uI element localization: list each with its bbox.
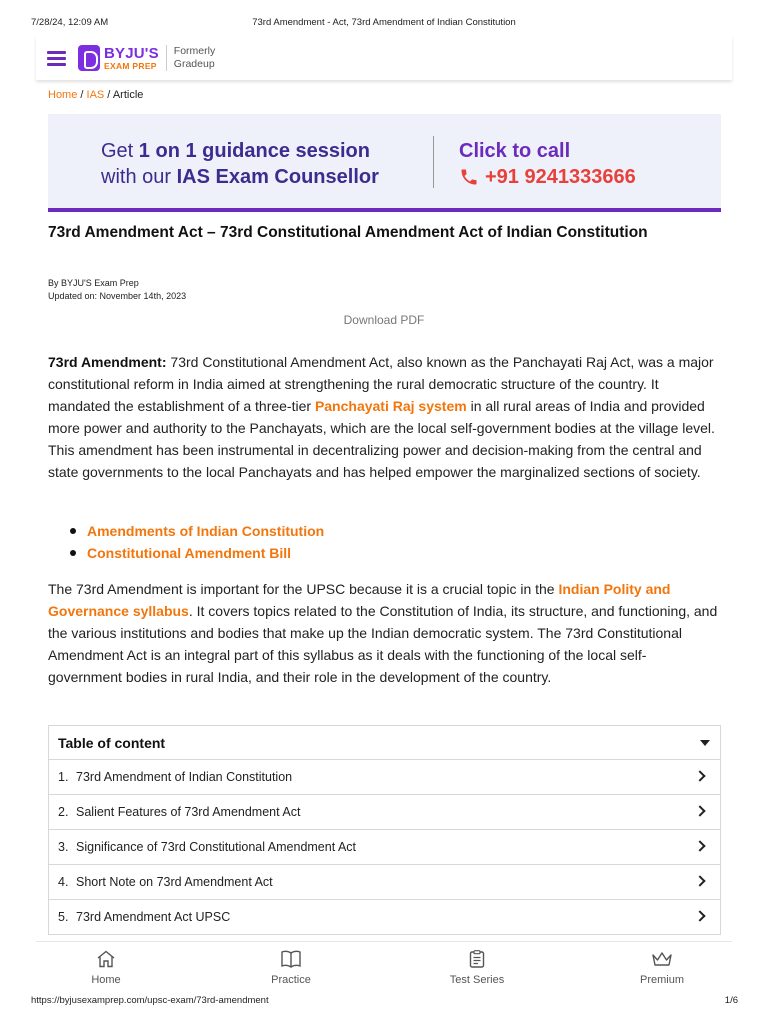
banner-line1-bold: 1 on 1 guidance session [138, 140, 370, 162]
banner-line2-pre: with our [101, 166, 177, 188]
print-header [0, 17, 768, 31]
banner-line1-pre: Get [101, 140, 139, 162]
breadcrumb-ias[interactable]: IAS [86, 89, 105, 101]
nav-test-series-label: Test Series [449, 974, 505, 986]
panchayati-raj-link[interactable]: Panchayati Raj system [314, 398, 467, 414]
toc-item-number: 5. [58, 910, 69, 924]
intro-paragraph [48, 351, 720, 483]
article-title: 73rd Amendment Act – 73rd Constitutional Amendment Act of Indian Constitution [48, 224, 648, 241]
toc-item-label: 73rd Amendment of Indian Constitution [76, 770, 293, 784]
chevron-right-icon [694, 910, 705, 921]
chevron-right-icon [694, 840, 705, 851]
crown-icon [651, 950, 673, 968]
upsc-text-b: . It covers topics related to the Constitution of India, its structure, and functioning, and the various institutions and bodies that make up the Indian democratic system. The 73rd Constitutional Amendment Act is an integral part of this syllabus as it deals with the functioning of the local self-government bodies in rural India, and their role in the development of the country. [48, 603, 718, 685]
toc-item-label: Salient Features of 73rd Amendment Act [76, 805, 301, 819]
logo-sub-text: EXAM PREP [104, 60, 157, 71]
top-navbar [36, 36, 732, 80]
bottom-navigation [36, 941, 732, 989]
logo[interactable] [78, 43, 215, 73]
toc-item[interactable] [49, 794, 720, 829]
breadcrumb-home[interactable]: Home [48, 89, 78, 101]
formerly-line2: Gradeup [173, 58, 215, 70]
toc-item[interactable] [49, 759, 720, 794]
nav-premium[interactable] [612, 950, 712, 986]
table-of-contents [48, 725, 721, 935]
toc-item-number: 3. [58, 840, 69, 854]
nav-premium-label: Premium [639, 974, 684, 986]
toc-item[interactable] [49, 864, 720, 899]
breadcrumb [48, 89, 143, 101]
print-page-number: 1/6 [724, 995, 738, 1006]
list-item [70, 542, 324, 564]
toc-header[interactable] [49, 726, 720, 759]
article-meta [48, 277, 186, 303]
toc-item-number: 2. [58, 805, 69, 819]
nav-test-series[interactable] [427, 950, 527, 986]
menu-icon[interactable] [47, 51, 66, 65]
clipboard-icon [469, 950, 485, 968]
formerly-text [174, 45, 215, 71]
list-item [70, 520, 324, 542]
phone-number-text: +91 9241333666 [485, 166, 636, 188]
upsc-text-a: The 73rd Amendment is important for the UPSC because it is a crucial topic in the [48, 581, 559, 597]
counsellor-banner[interactable] [48, 114, 721, 212]
amendments-link[interactable]: Amendments of Indian Constitution [87, 523, 325, 539]
article-author: By BYJU'S Exam Prep [48, 278, 139, 288]
toc-item-label: Significance of 73rd Constitutional Amendment Act [76, 840, 357, 854]
upsc-paragraph [48, 578, 720, 688]
chevron-right-icon [694, 875, 705, 886]
print-timestamp: 7/28/24, 12:09 AM [31, 17, 109, 28]
breadcrumb-separator: / [77, 89, 87, 101]
banner-call[interactable] [459, 138, 636, 190]
logo-brand-text: BYJU'S [104, 44, 159, 62]
phone-icon [459, 167, 479, 187]
intro-label: 73rd Amendment: [48, 354, 167, 370]
toc-item[interactable] [49, 829, 720, 864]
caret-down-icon [700, 740, 710, 746]
byjus-logo-icon [78, 45, 100, 71]
intro-text-a: 73rd Constitutional Amendment Act, also known as the Panchayati Raj Act, was a major constitutional reform in India aimed at strengthening the rural democratic structure of the country. It mandated the establishment of a three-tier [48, 354, 714, 414]
logo-divider [166, 45, 167, 71]
banner-line2-bold: IAS Exam Counsellor [176, 166, 379, 188]
banner-text [101, 138, 379, 190]
home-icon [96, 950, 116, 968]
formerly-line1: Formerly [173, 45, 216, 57]
print-title: 73rd Amendment - Act, 73rd Amendment of Indian Constitution [252, 17, 516, 28]
nav-home-label: Home [91, 974, 121, 986]
toc-heading: Table of content [58, 734, 166, 751]
polity-syllabus-link[interactable]: Indian Polity and Governance syllabus [48, 581, 671, 619]
toc-item-number: 1. [58, 770, 69, 784]
nav-practice[interactable] [241, 950, 341, 986]
amendment-bill-link[interactable]: Constitutional Amendment Bill [87, 545, 292, 561]
toc-item-number: 4. [58, 875, 69, 889]
toc-item-label: 73rd Amendment Act UPSC [76, 910, 231, 924]
book-icon [280, 950, 302, 968]
click-to-call-label: Click to call [459, 140, 571, 162]
related-links-list [70, 520, 324, 564]
download-pdf-link[interactable]: Download PDF [343, 313, 425, 327]
nav-home[interactable] [56, 950, 156, 986]
phone-number[interactable] [459, 164, 636, 190]
banner-divider [433, 136, 434, 188]
toc-item[interactable] [49, 899, 720, 934]
article-updated: Updated on: November 14th, 2023 [48, 291, 187, 301]
toc-item-label: Short Note on 73rd Amendment Act [76, 875, 273, 889]
nav-practice-label: Practice [271, 974, 311, 986]
intro-text-b: in all rural areas of India and provided more power and authority to the Panchayats, which are the local self-government bodies at the village level. This amendment has been instrumental in decentralizing power and decision-making from the central and state governments to the local Panchayats and has helped empower the marginalized sections of society. [48, 398, 715, 480]
print-url: https://byjusexamprep.com/upsc-exam/73rd-amendment [31, 995, 269, 1006]
chevron-right-icon [694, 805, 705, 816]
chevron-right-icon [694, 770, 705, 781]
breadcrumb-separator: / [104, 89, 113, 101]
breadcrumb-current: Article [112, 89, 144, 101]
